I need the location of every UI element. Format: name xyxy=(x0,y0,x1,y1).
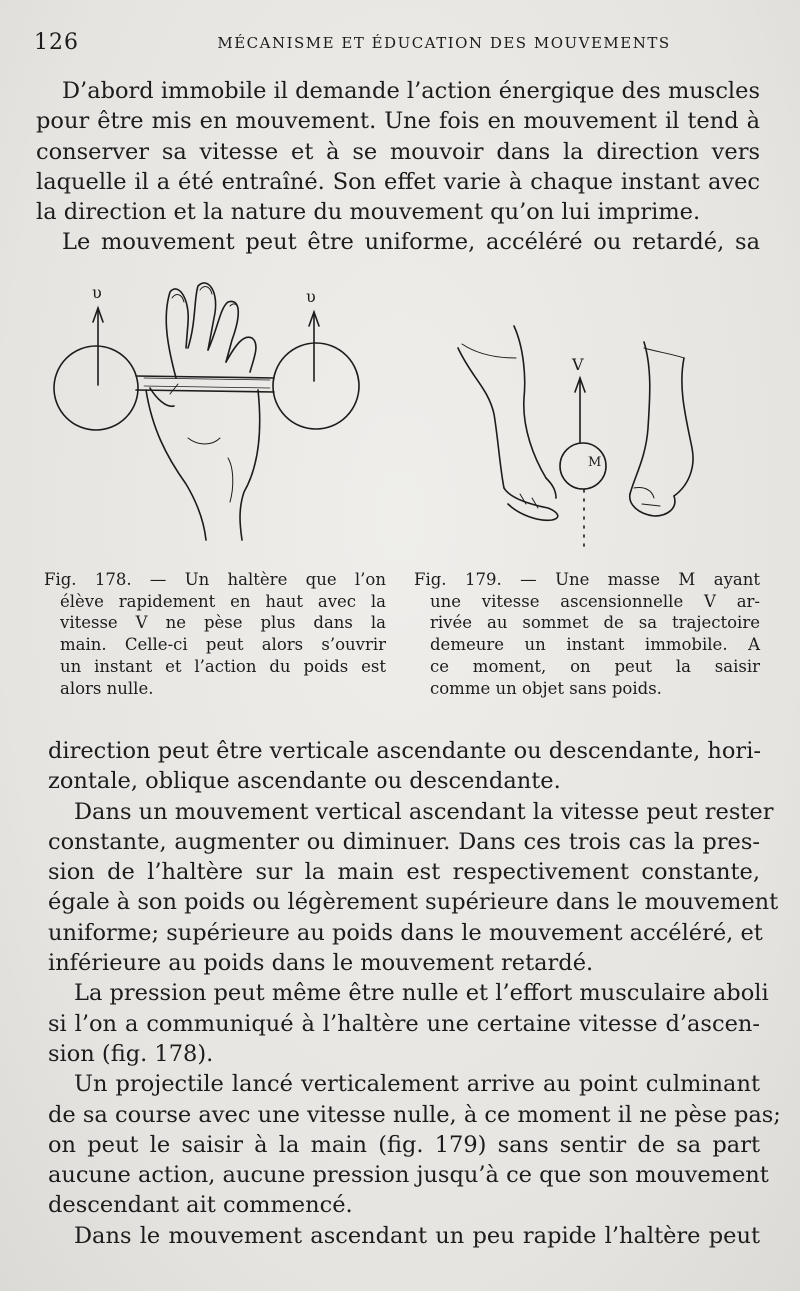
text-line: Dans le mouvement ascendant un peu rapide l’haltère peut xyxy=(74,1222,760,1249)
body-paragraph xyxy=(48,736,781,1251)
caption-line: ce moment, on peut la saisir xyxy=(430,656,760,676)
text-line: égale à son poids ou légèrement supérieure dans le mouvement xyxy=(48,889,779,916)
text-line: sion de l’haltère sur la main est respectivement constante, xyxy=(48,859,760,886)
text-line: si l’on a communiqué à l’haltère une certaine vitesse d’ascen- xyxy=(48,1010,760,1037)
text-line: La pression peut même être nulle et l’effort musculaire aboli xyxy=(74,980,769,1007)
text-line: la direction et la nature du mouvement qu’on lui imprime. xyxy=(36,199,701,226)
fig-178-illustration xyxy=(48,278,378,548)
caption-line: Fig. 178. — Un haltère que l’on xyxy=(44,570,386,589)
text-line: descendant ait commencé. xyxy=(48,1192,353,1219)
fig-178-caption xyxy=(44,569,386,699)
caption-line: un instant et l’action du poids est xyxy=(60,656,386,676)
intro-paragraph xyxy=(36,76,760,258)
text-line: inférieure au poids dans le mouvement retardé. xyxy=(48,950,594,977)
running-title: MÉCANISME ET ÉDUCATION DES MOUVEMENTS xyxy=(217,34,671,52)
text-line: D’abord immobile il demande l’action énergique des muscles xyxy=(62,78,760,104)
text-line: Un projectile lancé verticalement arrive au point culminant xyxy=(74,1071,760,1098)
dumbbell-left-sphere xyxy=(54,346,138,430)
fig-179-label-m: M xyxy=(588,455,602,470)
fig-178-label-right: υ xyxy=(306,287,316,306)
text-line: constante, augmenter ou diminuer. Dans ces trois cas la pres- xyxy=(48,828,760,855)
text-line: laquelle il a été entraîné. Son effet varie à chaque instant avec xyxy=(36,168,760,195)
text-line: Le mouvement peut être uniforme, accéléré ou retardé, sa xyxy=(62,229,760,256)
caption-line: comme un objet sans poids. xyxy=(430,678,662,698)
caption-line: vitesse V ne pèse plus dans la xyxy=(60,613,386,633)
caption-line: une vitesse ascensionnelle V ar- xyxy=(430,591,760,611)
caption-line: rivée au sommet de sa trajectoire xyxy=(430,613,760,633)
fig-178-label-left: υ xyxy=(92,283,102,302)
text-line: direction peut être verticale ascendante ou descendante, hori- xyxy=(48,738,761,764)
text-line: aucune action, aucune pression jusqu’à ce que son mouvement xyxy=(48,1162,769,1189)
text-line: on peut le saisir à la main (fig. 179) sans sentir de sa part xyxy=(48,1131,760,1158)
text-line: pour être mis en mouvement. Une fois en mouvement il tend à xyxy=(36,108,760,135)
page-number: 126 xyxy=(34,30,79,55)
text-line: sion (fig. 178). xyxy=(48,1040,214,1067)
fig-179-illustration xyxy=(448,318,718,548)
caption-line: Fig. 179. — Une masse M ayant xyxy=(414,570,760,589)
page-header xyxy=(34,30,764,60)
caption-line: élève rapidement en haut avec la xyxy=(60,591,386,611)
text-line: uniforme; supérieure au poids dans le mouvement accéléré, et xyxy=(48,919,763,946)
dumbbell-right-sphere xyxy=(273,343,359,429)
caption-line: main. Celle-ci peut alors s’ouvrir xyxy=(60,635,386,655)
text-line: de sa course avec une vitesse nulle, à ce moment il ne pèse pas; xyxy=(48,1101,781,1128)
text-line: zontale, oblique ascendante ou descendante. xyxy=(48,768,561,795)
fig-179-label-v: V xyxy=(572,355,584,374)
text-line: conserver sa vitesse et à se mouvoir dans la direction vers xyxy=(36,138,760,165)
caption-line: demeure un instant immobile. A xyxy=(430,635,760,655)
fig-179-caption xyxy=(414,569,760,699)
caption-line: alors nulle. xyxy=(60,678,154,698)
text-line: Dans un mouvement vertical ascendant la vitesse peut rester xyxy=(74,798,774,825)
